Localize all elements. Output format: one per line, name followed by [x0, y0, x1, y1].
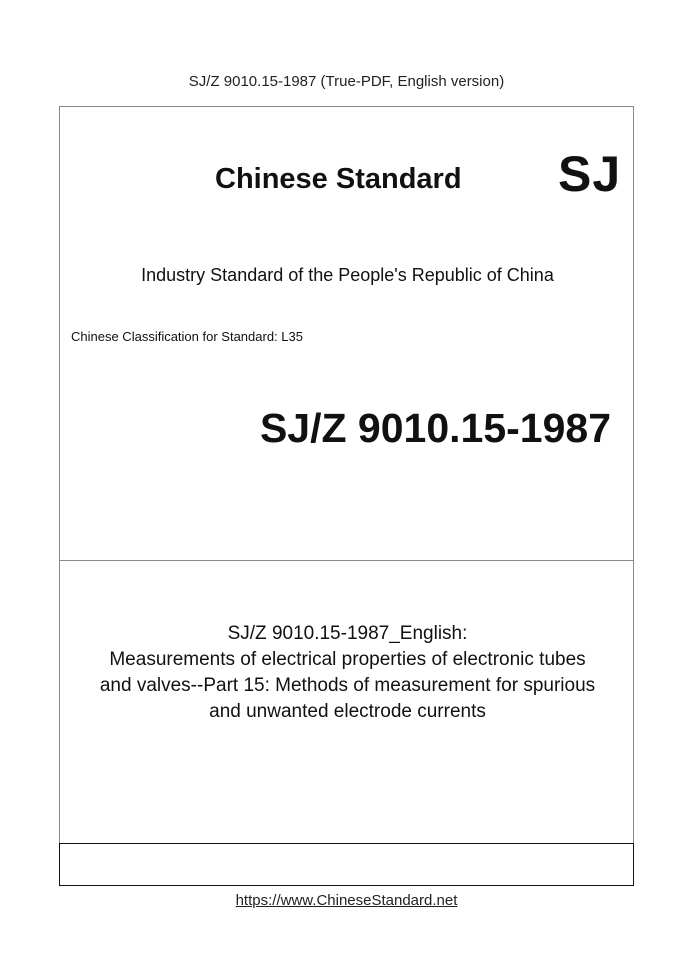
cover-top-section: [59, 106, 634, 561]
description-line: Measurements of electrical properties of electronic tubes: [109, 649, 586, 670]
description-line: SJ/Z 9010.15-1987_English:: [227, 623, 468, 644]
description-line: and unwanted electrode currents: [209, 701, 486, 722]
cover-bottom-bar: [59, 843, 634, 886]
footer-link[interactable]: https://www.ChineseStandard.net: [235, 892, 458, 909]
description-line: and valves--Part 15: Methods of measurement for spurious: [99, 675, 596, 696]
standard-title: Chinese Standard: [215, 163, 462, 195]
standard-number: SJ/Z 9010.15-1987: [259, 405, 611, 451]
cover-description-section: [59, 560, 634, 844]
page-header: SJ/Z 9010.15-1987 (True-PDF, English version): [188, 73, 505, 90]
document-description: [60, 621, 635, 725]
classification-line: Chinese Classification for Standard: L35: [71, 329, 303, 344]
cover-frame: [59, 106, 634, 886]
industry-line: Industry Standard of the People's Republic of China: [141, 265, 554, 285]
standard-logo: SJ: [558, 146, 622, 202]
